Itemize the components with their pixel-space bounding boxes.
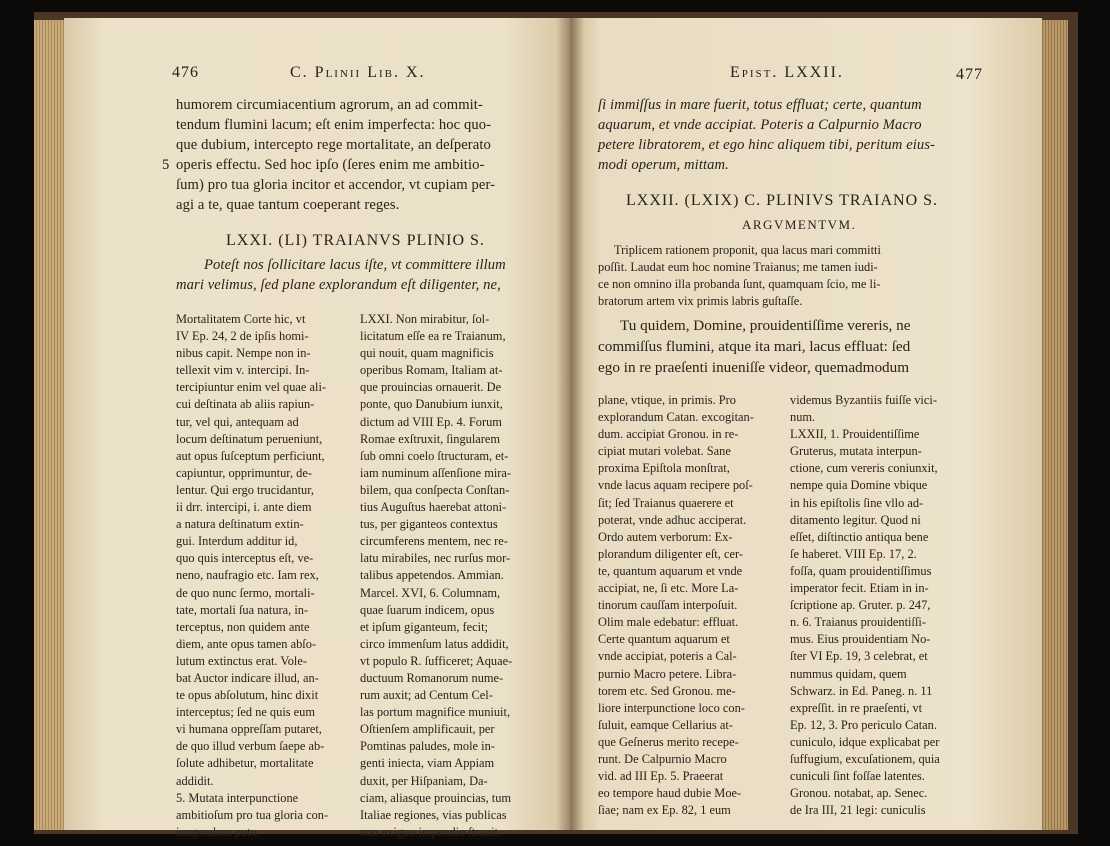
left-main-line: humorem circumiacentium agrorum, an ad commit- <box>176 97 483 113</box>
note-line: ctione, cum vereris coniunxit, <box>790 461 938 476</box>
note-line: num. <box>790 410 816 425</box>
note-line: vid. ad III Ep. 5. Praeerat <box>598 769 724 784</box>
note-line: Pomtinas paludes, mole in- <box>360 739 495 754</box>
right-letter-line: Tu quidem, Domine, prouidentiſſime vereris, ne <box>620 317 911 334</box>
note-line: LXXII, 1. Prouidentiſſime <box>790 427 920 442</box>
right-letter-line: ego in re praeſenti inueniſſe videor, quemadmodum <box>598 359 910 376</box>
note-line: Gronou. notabat, ap. Senec. <box>790 786 928 801</box>
note-line: vi humana oppreſſam putaret, <box>176 722 322 737</box>
note-line: plane, vtique, in primis. Pro <box>598 393 737 407</box>
note-line: circo immenſum latus addidit, <box>360 636 509 651</box>
argumentum-heading: ARGVMENTVM. <box>742 217 857 232</box>
note-line: vnde accipiat, poteris a Cal- <box>598 649 737 664</box>
left-main-line: tendum flumini lacum; eſt enim imperfecta: hoc quo- <box>176 117 492 133</box>
note-line: mus. Eius prouidentiam No- <box>790 632 931 647</box>
note-line: que Geſnerus merito recepe- <box>598 734 739 749</box>
note-line: rum auxit; ad Centum Cel- <box>360 688 493 703</box>
note-line: ſuluit, eamque Cellarius at- <box>598 717 733 732</box>
note-line: vt populo R. ſufficeret; Aquae- <box>360 653 513 668</box>
note-line: ii drr. intercipi, i. ante diem <box>176 500 312 515</box>
note-line: tur, vel qui, antequam ad <box>176 414 299 429</box>
note-line: duxit, per Hiſpaniam, Da- <box>360 773 488 788</box>
note-line: aut opus ſuſceptum perficiunt, <box>176 448 325 463</box>
note-line: genti iniecta, viam Appiam <box>360 756 495 771</box>
note-line: ſiae; nam ex Ep. 82, 1 eum <box>598 803 731 818</box>
note-line: latu mirabiles, nec rurſus mor- <box>360 551 511 566</box>
note-line: qui nouit, quam magnificis <box>360 346 494 361</box>
note-line: circumferens mentem, nec re- <box>360 534 508 549</box>
note-line: diem, ante opus tamen abſo- <box>176 636 317 651</box>
note-line: nummus quidam, quem <box>790 666 907 681</box>
note-line: tus, per giganteos contextus <box>360 517 498 532</box>
note-line: in his epiſtolis ſine vllo ad- <box>790 495 924 510</box>
note-line: cuniculo, idque explicabat per <box>790 734 940 749</box>
note-line: eo tempore haud dubie Moe- <box>598 786 742 801</box>
note-line: iungendum puto. <box>176 824 260 839</box>
argument-line: poſſit. Laudat eum hoc nomine Traianus; me tamen iudi- <box>598 260 878 274</box>
note-line: lutum extinctus erat. Vole- <box>176 653 307 668</box>
note-line: ponte, quo Danubium iunxit, <box>360 397 503 412</box>
note-line: Italiae regiones, vias publicas <box>360 807 507 822</box>
note-line: poterat, vnde adhuc acciperat. <box>598 512 747 527</box>
note-line: Gruterus, mutata interpun- <box>790 444 922 459</box>
right-top-line: modi operum, mittam. <box>598 157 729 173</box>
right-top-line: aquarum, et vnde accipiat. Poteris a Calpurnio Macro <box>598 117 922 133</box>
right-page-number: 477 <box>956 66 983 83</box>
note-line: runt. De Calpurnio Macro <box>598 751 727 766</box>
note-line: addidit. <box>176 773 214 788</box>
note-line: Oſtienſem amplificauit, per <box>360 722 495 737</box>
note-line: ductuum Romanorum nume- <box>360 670 504 685</box>
note-line: terceptus, non quidem ante <box>176 619 310 634</box>
right-letter-heading: LXXII. (LXIX) C. PLINIVS TRAIANO S. <box>626 192 939 209</box>
note-line: tius Auguſtus haerebat attoni- <box>360 500 507 515</box>
note-line: explorandum Catan. excogitan- <box>598 410 754 425</box>
left-letter-line: Poteſt nos ſollicitare lacus iſte, vt committere illum <box>204 257 506 273</box>
note-line: a natura deſtinatum extin- <box>176 517 304 532</box>
note-line: purnio Macro petere. Libra- <box>598 666 737 681</box>
note-line: eſſet, diſtinctio antiqua bene <box>790 529 929 544</box>
note-line: tate, mortali ſua natura, in- <box>176 602 309 617</box>
left-main-line: ſum) pro tua gloria incitor et accendor, vt cupiam per- <box>176 177 496 193</box>
note-line: Schwarz. in Ed. Paneg. n. 11 <box>790 683 933 698</box>
page-edges-left <box>34 20 68 830</box>
left-page <box>64 18 570 839</box>
note-line: dictum ad VIII Ep. 4. Forum <box>360 414 502 429</box>
left-page-number: 476 <box>172 64 199 81</box>
note-line: neno, naufragio etc. Iam rex, <box>176 568 319 583</box>
note-line: foſſa, quam prouidentiſſimus <box>790 563 932 578</box>
right-top-line: petere libratorem, et ego hinc aliquem tibi, peritum eius- <box>598 137 936 153</box>
note-line: 5. Mutata interpunctione <box>176 790 299 805</box>
note-line: ditamento legitur. Quod ni <box>790 512 921 527</box>
note-line: iam numinum aſſenſione mira- <box>360 465 512 480</box>
left-notes-column-1 <box>176 311 358 841</box>
note-line: bilem, qua conſpecta Conſtan- <box>360 482 510 497</box>
note-line: Certe quantum aquarum et <box>598 632 730 647</box>
note-line: proxima Epiſtola monſtrat, <box>598 461 730 476</box>
note-line: cuniculi ſint foſſae latentes. <box>790 769 925 784</box>
note-line: de quo illud verbum ſaepe ab- <box>176 739 325 754</box>
note-line: ſuffugium, excuſationem, quia <box>790 751 940 766</box>
note-line: Ep. 12, 3. Pro periculo Catan. <box>790 717 937 732</box>
note-line: imperator fecit. Etiam in in- <box>790 581 929 596</box>
note-line: locum deſtinatum perueniunt, <box>176 431 323 446</box>
note-line: cui deſtinata ab aliis rapiun- <box>176 397 315 412</box>
note-line: lentur. Qui ergo trucidantur, <box>176 482 314 497</box>
note-line: expreſſit. in re praeſenti, vt <box>790 700 923 715</box>
note-line: non exiguo impendio ſtrauit. <box>360 824 502 839</box>
right-running-head: Epist. LXXII. <box>730 64 844 81</box>
note-line: Ordo autem verborum: Ex- <box>598 529 733 544</box>
note-line: Romae exſtruxit, ſingularem <box>360 431 501 446</box>
note-line: talibus appetendos. Ammian. <box>360 568 504 583</box>
left-main-line: agi a te, quae tantum coeperant reges. <box>176 197 400 213</box>
note-line: liore interpunctione loco con- <box>598 700 745 715</box>
note-line: tinorum cauſſam interpoſuit. <box>598 598 738 613</box>
note-line: gui. Interdum additur id, <box>176 534 298 549</box>
argument-line: ce non omnino illa probanda ſunt, quamquam ſcio, me li- <box>598 277 881 291</box>
note-line: IV Ep. 24, 2 de ipſis homi- <box>176 329 309 344</box>
note-line: Olim male edebatur: effluat. <box>598 615 739 630</box>
left-main-line: que dubium, intercepto rege mortalitate, an deſperato <box>176 137 491 153</box>
note-line: nempe quia Domine vbique <box>790 478 928 493</box>
argument-line: bratorum artem vix primis labris guſtaſſe. <box>598 294 803 308</box>
page-edges-right <box>1040 20 1068 830</box>
note-line: quae ſuarum indicem, opus <box>360 602 495 617</box>
note-line: n. 6. Traianus prouidentiſſi- <box>790 615 926 630</box>
note-line: operibus Romam, Italiam at- <box>360 363 503 378</box>
left-letter-line: mari velimus, ſed plane explorandum eſt diligenter, ne, <box>176 277 501 293</box>
right-letter-line: commiſſus flumini, atque ita mari, lacus effluat: ſed <box>598 338 911 355</box>
note-line: ſit; ſed Traianus quaerere et <box>598 495 734 510</box>
note-line: que prouincias ornauerit. De <box>360 380 502 395</box>
note-line: et ipſum giganteum, fecit; <box>360 619 489 634</box>
left-letter-heading: LXXI. (LI) TRAIANVS PLINIO S. <box>226 232 485 249</box>
note-line: videmus Byzantiis fuiſſe vici- <box>790 393 937 407</box>
note-line: ſter VI Ep. 19, 3 celebrat, et <box>790 649 928 664</box>
note-line: ſolute adhibetur, mortalitate <box>176 756 314 771</box>
note-line: ciam, aliasque prouincias, tum <box>360 790 512 805</box>
note-line: plorandum diligenter eſt, cer- <box>598 546 743 561</box>
note-line: Mortalitatem Corte hic, vt <box>176 312 306 326</box>
note-line: de quo nunc ſermo, mortali- <box>176 585 315 600</box>
note-line: accipiat, ne, ſi etc. More La- <box>598 581 739 596</box>
right-notes-column-1 <box>598 392 786 819</box>
note-line: ambitioſum pro tua gloria con- <box>176 807 329 822</box>
line-number: 5 <box>162 157 170 173</box>
left-running-head: C. Plinii Lib. X. <box>290 64 426 81</box>
argument-line: Triplicem rationem proponit, qua lacus mari committi <box>614 243 881 257</box>
right-top-line: ſi immiſſus in mare fuerit, totus effluat; certe, quantum <box>598 97 922 113</box>
note-line: te, quantum aquarum et vnde <box>598 563 743 578</box>
note-line: tellexit vim v. intercipi. In- <box>176 363 310 378</box>
note-line: quo quis interceptus eſt, ve- <box>176 551 314 566</box>
note-line: las portum magnifice muniuit, <box>360 705 511 720</box>
note-line: Marcel. XVI, 6. Columnam, <box>360 585 501 600</box>
note-line: cipiat mutari volebat. Sane <box>598 444 731 459</box>
note-line: interceptus; ſed ne quis eum <box>176 705 316 720</box>
note-line: te opus abſolutum, hinc dixit <box>176 688 319 703</box>
note-line: ſe haberet. VIII Ep. 17, 2. <box>790 546 917 561</box>
note-line: ſub omni coelo ſtructuram, et- <box>360 448 509 463</box>
note-line: vnde lacus aquam recipere poſ- <box>598 478 753 493</box>
book-gutter-shadow <box>556 18 584 830</box>
note-line: LXXI. Non mirabitur, ſol- <box>360 312 490 326</box>
right-page <box>570 18 1042 830</box>
left-notes-column-2 <box>360 311 540 841</box>
right-notes-column-2 <box>790 392 972 819</box>
note-line: torem etc. Sed Gronou. me- <box>598 683 736 698</box>
note-line: nibus capit. Nempe non in- <box>176 346 311 361</box>
note-line: de Ira III, 21 legi: cuniculis <box>790 803 926 818</box>
note-line: dum. accipiat Gronou. in re- <box>598 427 739 442</box>
note-line: bat Auctor indicare illud, an- <box>176 670 319 685</box>
note-line: ſcriptione ap. Gruter. p. 247, <box>790 598 931 613</box>
note-line: tercipiuntur enim vel quae ali- <box>176 380 327 395</box>
left-main-line: operis effectu. Sed hoc ipſo (ſeres enim me ambitio- <box>176 157 485 173</box>
note-line: capiuntur, opprimuntur, de- <box>176 465 312 480</box>
note-line: licitatum eſſe ea re Traianum, <box>360 329 506 344</box>
